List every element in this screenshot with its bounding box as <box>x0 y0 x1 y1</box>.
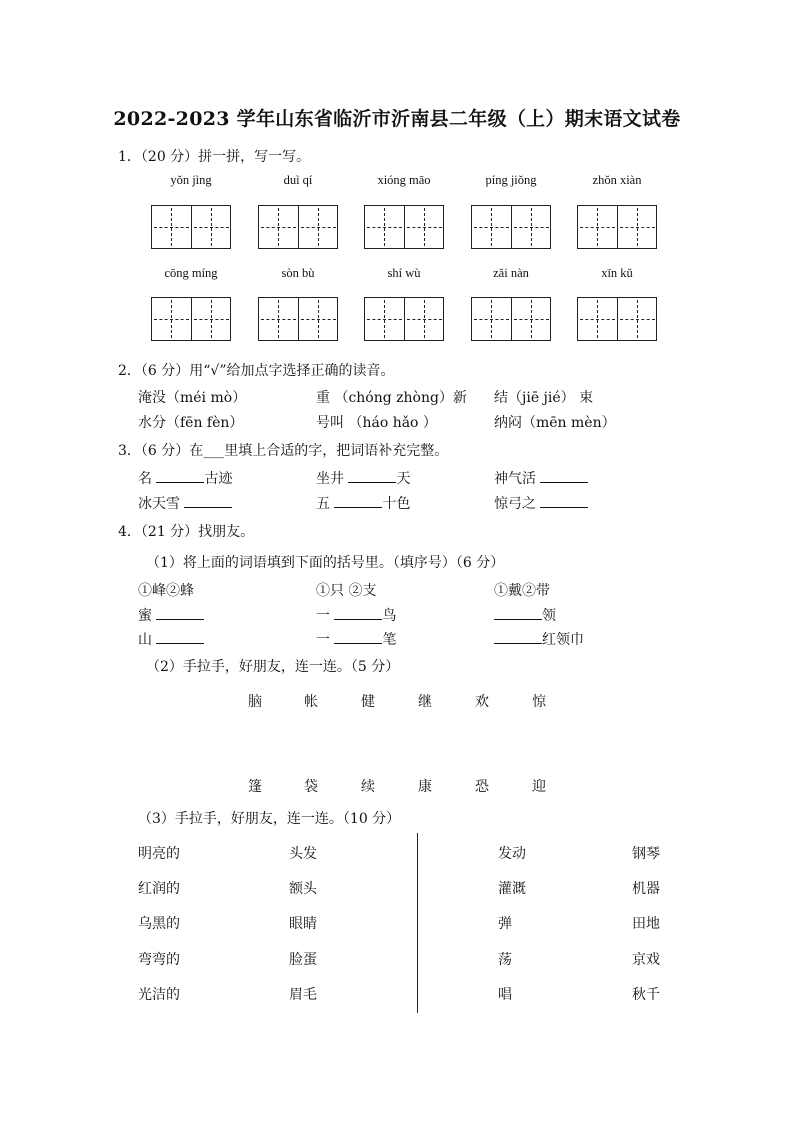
column-divider <box>417 833 418 1013</box>
blank-field[interactable] <box>184 493 232 508</box>
page-title: 2022-2023 学年山东省临沂市沂南县二年级（上）期末语文试卷 <box>113 108 681 130</box>
writing-grid[interactable] <box>577 205 657 249</box>
match-word-right-a[interactable]: 发动 <box>498 846 526 862</box>
idiom-prefix: 神气活 <box>494 471 541 487</box>
idiom-fill <box>494 468 588 488</box>
blank-field[interactable] <box>348 468 396 483</box>
fill-prefix: 一 <box>316 608 335 624</box>
writing-grid[interactable] <box>577 297 657 341</box>
idiom-suffix: 天 <box>396 471 411 487</box>
match-word-left-b[interactable]: 眼睛 <box>289 916 317 932</box>
fill-item <box>494 629 584 649</box>
idiom-fill <box>494 493 588 513</box>
match-char-bottom[interactable]: 康 <box>418 779 432 795</box>
char-option-group: ①戴②带 <box>494 583 550 599</box>
writing-grid[interactable] <box>258 205 338 249</box>
match-word-right-b[interactable]: 钢琴 <box>632 846 660 862</box>
fill-prefix: 蜜 <box>138 608 157 624</box>
match-char-top[interactable]: 健 <box>361 694 375 710</box>
blank-field[interactable] <box>156 629 204 644</box>
writing-grid[interactable] <box>151 297 231 341</box>
match-word-left-b[interactable]: 脸蛋 <box>289 952 317 968</box>
fill-item <box>138 629 204 649</box>
match-char-top[interactable]: 帐 <box>304 694 318 710</box>
blank-field[interactable] <box>494 629 542 644</box>
writing-grid[interactable] <box>471 297 551 341</box>
char-option-group: ①峰②蜂 <box>138 583 194 599</box>
idiom-fill <box>138 493 232 513</box>
writing-grid[interactable] <box>258 297 338 341</box>
writing-grid[interactable] <box>471 205 551 249</box>
match-word-right-a[interactable]: 弹 <box>498 916 512 932</box>
fill-item <box>316 605 396 625</box>
match-char-bottom[interactable]: 恐 <box>475 779 489 795</box>
idiom-prefix: 惊弓之 <box>494 496 541 512</box>
fill-suffix: 红领巾 <box>542 632 584 648</box>
idiom-fill <box>316 493 410 513</box>
idiom-prefix: 五 <box>316 496 335 512</box>
reading-choice[interactable]: 纳闷（mēn mèn） <box>494 415 616 431</box>
reading-choice[interactable]: 重 （chóng zhòng）新 <box>316 390 467 406</box>
pinyin-label: zǎi nàn <box>493 266 529 280</box>
pinyin-label: duì qí <box>283 173 313 187</box>
match-word-right-b[interactable]: 田地 <box>632 916 660 932</box>
blank-field[interactable] <box>540 493 588 508</box>
blank-field[interactable] <box>334 629 382 644</box>
fill-prefix: 一 <box>316 632 335 648</box>
match-word-left-b[interactable]: 头发 <box>289 846 317 862</box>
match-char-top[interactable]: 惊 <box>532 694 546 710</box>
pinyin-label: shí wù <box>387 266 421 280</box>
blank-field[interactable] <box>540 468 588 483</box>
idiom-suffix: 古迹 <box>204 471 233 487</box>
pinyin-label: xióng māo <box>377 173 431 187</box>
blank-field[interactable] <box>334 493 382 508</box>
match-word-right-b[interactable]: 京戏 <box>632 952 660 968</box>
reading-choice[interactable]: 结（jiē jié） 束 <box>494 390 594 406</box>
pinyin-label: zhǒn xiàn <box>592 173 642 187</box>
reading-choice[interactable]: 淹没（méi mò） <box>138 390 247 406</box>
match-word-left-a[interactable]: 红润的 <box>138 881 180 897</box>
match-word-right-a[interactable]: 荡 <box>498 952 512 968</box>
q2-heading: 2．（6 分）用“√”给加点字选择正确的读音。 <box>118 363 395 379</box>
q4-sub1: （1）将上面的词语填到下面的括号里。（填序号）（6 分） <box>146 555 505 571</box>
blank-field[interactable] <box>334 605 382 620</box>
q4-heading: 4．（21 分）找朋友。 <box>118 524 255 540</box>
reading-choice[interactable]: 水分（fēn fèn） <box>138 415 244 431</box>
match-word-left-a[interactable]: 乌黑的 <box>138 916 180 932</box>
idiom-fill <box>316 468 410 488</box>
match-word-right-a[interactable]: 唱 <box>498 987 512 1003</box>
match-word-right-a[interactable]: 灌溉 <box>498 881 526 897</box>
match-word-left-b[interactable]: 眉毛 <box>289 987 317 1003</box>
fill-item <box>494 605 556 625</box>
blank-field[interactable] <box>494 605 542 620</box>
pinyin-label: píng jiǒng <box>485 173 537 187</box>
fill-item <box>138 605 204 625</box>
q4-sub3: （3）手拉手，好朋友，连一连。（10 分） <box>138 811 401 827</box>
match-word-right-b[interactable]: 秋千 <box>632 987 660 1003</box>
blank-field[interactable] <box>156 468 204 483</box>
match-word-left-b[interactable]: 额头 <box>289 881 317 897</box>
fill-prefix: 山 <box>138 632 157 648</box>
match-char-top[interactable]: 欢 <box>475 694 489 710</box>
idiom-prefix: 冰天雪 <box>138 496 185 512</box>
match-char-bottom[interactable]: 袋 <box>304 779 318 795</box>
idiom-suffix: 十色 <box>382 496 411 512</box>
writing-grid[interactable] <box>364 205 444 249</box>
fill-item <box>316 629 396 649</box>
pinyin-label: sòn bù <box>281 266 315 280</box>
match-char-bottom[interactable]: 迎 <box>532 779 546 795</box>
blank-field[interactable] <box>156 605 204 620</box>
pinyin-label: yǒn jìng <box>170 173 212 187</box>
fill-suffix: 领 <box>542 608 556 624</box>
match-word-left-a[interactable]: 弯弯的 <box>138 952 180 968</box>
match-word-left-a[interactable]: 明亮的 <box>138 846 180 862</box>
match-char-bottom[interactable]: 续 <box>361 779 375 795</box>
char-option-group: ①只 ②支 <box>316 583 377 599</box>
pinyin-label: cōng míng <box>164 266 218 280</box>
q1-heading: 1．（20 分）拼一拼，写一写。 <box>118 149 311 165</box>
fill-suffix: 笔 <box>382 632 397 648</box>
match-char-top[interactable]: 继 <box>418 694 432 710</box>
match-char-bottom[interactable]: 篷 <box>248 779 262 795</box>
match-word-right-b[interactable]: 机器 <box>632 881 660 897</box>
reading-choice[interactable]: 号叫 （háo hǎo ） <box>316 415 437 431</box>
match-word-left-a[interactable]: 光洁的 <box>138 987 180 1003</box>
idiom-prefix: 坐井 <box>316 471 349 487</box>
idiom-fill <box>138 468 232 488</box>
fill-suffix: 鸟 <box>382 608 397 624</box>
writing-grid[interactable] <box>364 297 444 341</box>
idiom-prefix: 名 <box>138 471 157 487</box>
match-char-top[interactable]: 脑 <box>248 694 262 710</box>
pinyin-label: xīn kǔ <box>601 266 633 280</box>
writing-grid[interactable] <box>151 205 231 249</box>
q3-heading: 3．（6 分）在___里填上合适的字，把词语补充完整。 <box>118 443 449 459</box>
q4-sub2: （2）手拉手，好朋友，连一连。（5 分） <box>146 659 400 675</box>
